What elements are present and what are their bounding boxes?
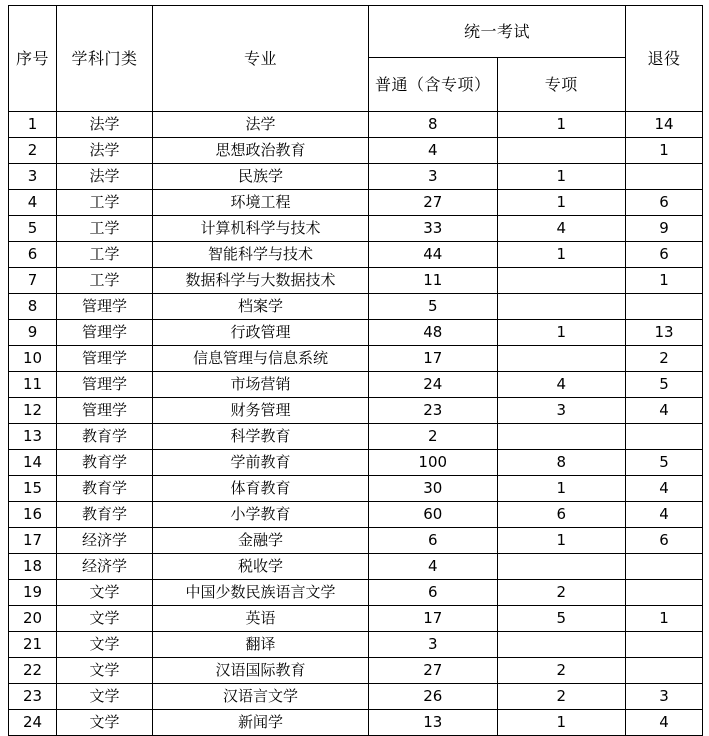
cell-major: 汉语国际教育 [153, 658, 369, 684]
cell-retired: 1 [626, 138, 703, 164]
cell-sequence: 6 [9, 242, 57, 268]
cell-sequence: 15 [9, 476, 57, 502]
table-row [9, 658, 703, 684]
cell-major: 财务管理 [153, 398, 369, 424]
table-row [9, 294, 703, 320]
cell-retired: 4 [626, 476, 703, 502]
cell-general: 17 [369, 346, 498, 372]
cell-general: 3 [369, 632, 498, 658]
column-header-retired: 退役 [626, 6, 703, 112]
cell-category: 法学 [57, 112, 153, 138]
cell-special [497, 554, 626, 580]
cell-retired [626, 294, 703, 320]
cell-general: 17 [369, 606, 498, 632]
table-row [9, 502, 703, 528]
cell-major: 智能科学与技术 [153, 242, 369, 268]
cell-general: 4 [369, 138, 498, 164]
table-row [9, 138, 703, 164]
cell-retired: 6 [626, 190, 703, 216]
table-row [9, 424, 703, 450]
cell-general: 6 [369, 528, 498, 554]
cell-sequence: 14 [9, 450, 57, 476]
cell-sequence: 16 [9, 502, 57, 528]
cell-sequence: 4 [9, 190, 57, 216]
cell-retired: 4 [626, 398, 703, 424]
table-row [9, 372, 703, 398]
cell-category: 文学 [57, 606, 153, 632]
cell-category: 管理学 [57, 372, 153, 398]
cell-general: 5 [369, 294, 498, 320]
cell-general: 3 [369, 164, 498, 190]
cell-special: 5 [497, 606, 626, 632]
cell-category: 教育学 [57, 450, 153, 476]
cell-category: 工学 [57, 190, 153, 216]
cell-major: 法学 [153, 112, 369, 138]
cell-general: 2 [369, 424, 498, 450]
cell-special: 3 [497, 398, 626, 424]
table-row [9, 320, 703, 346]
cell-special [497, 138, 626, 164]
cell-sequence: 8 [9, 294, 57, 320]
cell-category: 文学 [57, 658, 153, 684]
cell-special: 2 [497, 684, 626, 710]
cell-major: 思想政治教育 [153, 138, 369, 164]
table-row [9, 684, 703, 710]
cell-general: 13 [369, 710, 498, 736]
cell-sequence: 5 [9, 216, 57, 242]
cell-retired [626, 632, 703, 658]
cell-retired: 5 [626, 372, 703, 398]
cell-sequence: 13 [9, 424, 57, 450]
cell-sequence: 12 [9, 398, 57, 424]
cell-major: 中国少数民族语言文学 [153, 580, 369, 606]
cell-sequence: 11 [9, 372, 57, 398]
cell-special [497, 632, 626, 658]
cell-major: 翻译 [153, 632, 369, 658]
cell-retired: 2 [626, 346, 703, 372]
table-row [9, 710, 703, 736]
table-row [9, 476, 703, 502]
cell-category: 管理学 [57, 320, 153, 346]
cell-category: 工学 [57, 268, 153, 294]
table-row [9, 632, 703, 658]
cell-general: 27 [369, 190, 498, 216]
cell-retired: 13 [626, 320, 703, 346]
cell-category: 教育学 [57, 476, 153, 502]
table-body [9, 112, 703, 736]
cell-general: 48 [369, 320, 498, 346]
table-row [9, 580, 703, 606]
cell-special: 6 [497, 502, 626, 528]
cell-general: 100 [369, 450, 498, 476]
cell-general: 30 [369, 476, 498, 502]
cell-retired [626, 164, 703, 190]
cell-retired: 4 [626, 710, 703, 736]
cell-retired: 14 [626, 112, 703, 138]
cell-category: 文学 [57, 710, 153, 736]
cell-sequence: 2 [9, 138, 57, 164]
table-row [9, 346, 703, 372]
table-row [9, 606, 703, 632]
cell-major: 体育教育 [153, 476, 369, 502]
table-row [9, 164, 703, 190]
cell-sequence: 9 [9, 320, 57, 346]
cell-category: 文学 [57, 580, 153, 606]
cell-major: 新闻学 [153, 710, 369, 736]
table-row [9, 450, 703, 476]
cell-general: 8 [369, 112, 498, 138]
cell-category: 文学 [57, 632, 153, 658]
cell-major: 科学教育 [153, 424, 369, 450]
column-header-general: 普通（含专项） [369, 58, 498, 112]
cell-major: 计算机科学与技术 [153, 216, 369, 242]
cell-major: 数据科学与大数据技术 [153, 268, 369, 294]
cell-sequence: 3 [9, 164, 57, 190]
cell-general: 27 [369, 658, 498, 684]
cell-special [497, 346, 626, 372]
table-row [9, 242, 703, 268]
cell-retired [626, 554, 703, 580]
column-header-sequence: 序号 [9, 6, 57, 112]
cell-retired: 1 [626, 606, 703, 632]
table-row [9, 268, 703, 294]
cell-general: 11 [369, 268, 498, 294]
cell-special: 1 [497, 164, 626, 190]
cell-category: 教育学 [57, 502, 153, 528]
cell-general: 44 [369, 242, 498, 268]
cell-general: 4 [369, 554, 498, 580]
cell-major: 行政管理 [153, 320, 369, 346]
cell-major: 民族学 [153, 164, 369, 190]
header-row-top [9, 6, 703, 58]
cell-major: 小学教育 [153, 502, 369, 528]
table-header [9, 6, 703, 112]
table-row [9, 528, 703, 554]
cell-special: 4 [497, 216, 626, 242]
enrollment-table [8, 5, 703, 736]
cell-retired: 1 [626, 268, 703, 294]
table-row [9, 216, 703, 242]
cell-category: 法学 [57, 138, 153, 164]
cell-retired: 5 [626, 450, 703, 476]
cell-general: 23 [369, 398, 498, 424]
cell-general: 33 [369, 216, 498, 242]
cell-major: 税收学 [153, 554, 369, 580]
cell-general: 6 [369, 580, 498, 606]
cell-category: 管理学 [57, 294, 153, 320]
cell-category: 文学 [57, 684, 153, 710]
cell-special: 1 [497, 242, 626, 268]
cell-sequence: 24 [9, 710, 57, 736]
cell-special: 1 [497, 190, 626, 216]
cell-category: 管理学 [57, 346, 153, 372]
cell-category: 经济学 [57, 528, 153, 554]
cell-special [497, 424, 626, 450]
cell-special: 1 [497, 112, 626, 138]
cell-sequence: 7 [9, 268, 57, 294]
cell-sequence: 17 [9, 528, 57, 554]
cell-retired [626, 424, 703, 450]
cell-category: 工学 [57, 242, 153, 268]
cell-special: 8 [497, 450, 626, 476]
column-header-category: 学科门类 [57, 6, 153, 112]
cell-general: 60 [369, 502, 498, 528]
column-header-special: 专项 [497, 58, 626, 112]
cell-major: 信息管理与信息系统 [153, 346, 369, 372]
column-header-major: 专业 [153, 6, 369, 112]
cell-retired: 4 [626, 502, 703, 528]
cell-major: 学前教育 [153, 450, 369, 476]
cell-category: 工学 [57, 216, 153, 242]
column-header-exam-group: 统一考试 [369, 6, 626, 58]
table-row [9, 554, 703, 580]
cell-category: 管理学 [57, 398, 153, 424]
cell-major: 英语 [153, 606, 369, 632]
cell-sequence: 10 [9, 346, 57, 372]
cell-sequence: 19 [9, 580, 57, 606]
cell-sequence: 1 [9, 112, 57, 138]
cell-retired [626, 658, 703, 684]
cell-special: 2 [497, 658, 626, 684]
cell-major: 档案学 [153, 294, 369, 320]
cell-major: 环境工程 [153, 190, 369, 216]
cell-category: 法学 [57, 164, 153, 190]
table-row [9, 190, 703, 216]
cell-retired [626, 580, 703, 606]
table-row [9, 112, 703, 138]
cell-retired: 9 [626, 216, 703, 242]
cell-special: 1 [497, 476, 626, 502]
cell-general: 24 [369, 372, 498, 398]
cell-general: 26 [369, 684, 498, 710]
cell-major: 市场营销 [153, 372, 369, 398]
cell-major: 金融学 [153, 528, 369, 554]
cell-special [497, 294, 626, 320]
cell-special: 4 [497, 372, 626, 398]
cell-category: 经济学 [57, 554, 153, 580]
table-row [9, 398, 703, 424]
cell-sequence: 22 [9, 658, 57, 684]
cell-sequence: 21 [9, 632, 57, 658]
cell-sequence: 18 [9, 554, 57, 580]
cell-special: 1 [497, 710, 626, 736]
cell-special: 2 [497, 580, 626, 606]
cell-sequence: 20 [9, 606, 57, 632]
cell-retired: 6 [626, 242, 703, 268]
cell-retired: 3 [626, 684, 703, 710]
cell-special: 1 [497, 528, 626, 554]
cell-special: 1 [497, 320, 626, 346]
cell-major: 汉语言文学 [153, 684, 369, 710]
cell-special [497, 268, 626, 294]
cell-sequence: 23 [9, 684, 57, 710]
cell-category: 教育学 [57, 424, 153, 450]
cell-retired: 6 [626, 528, 703, 554]
